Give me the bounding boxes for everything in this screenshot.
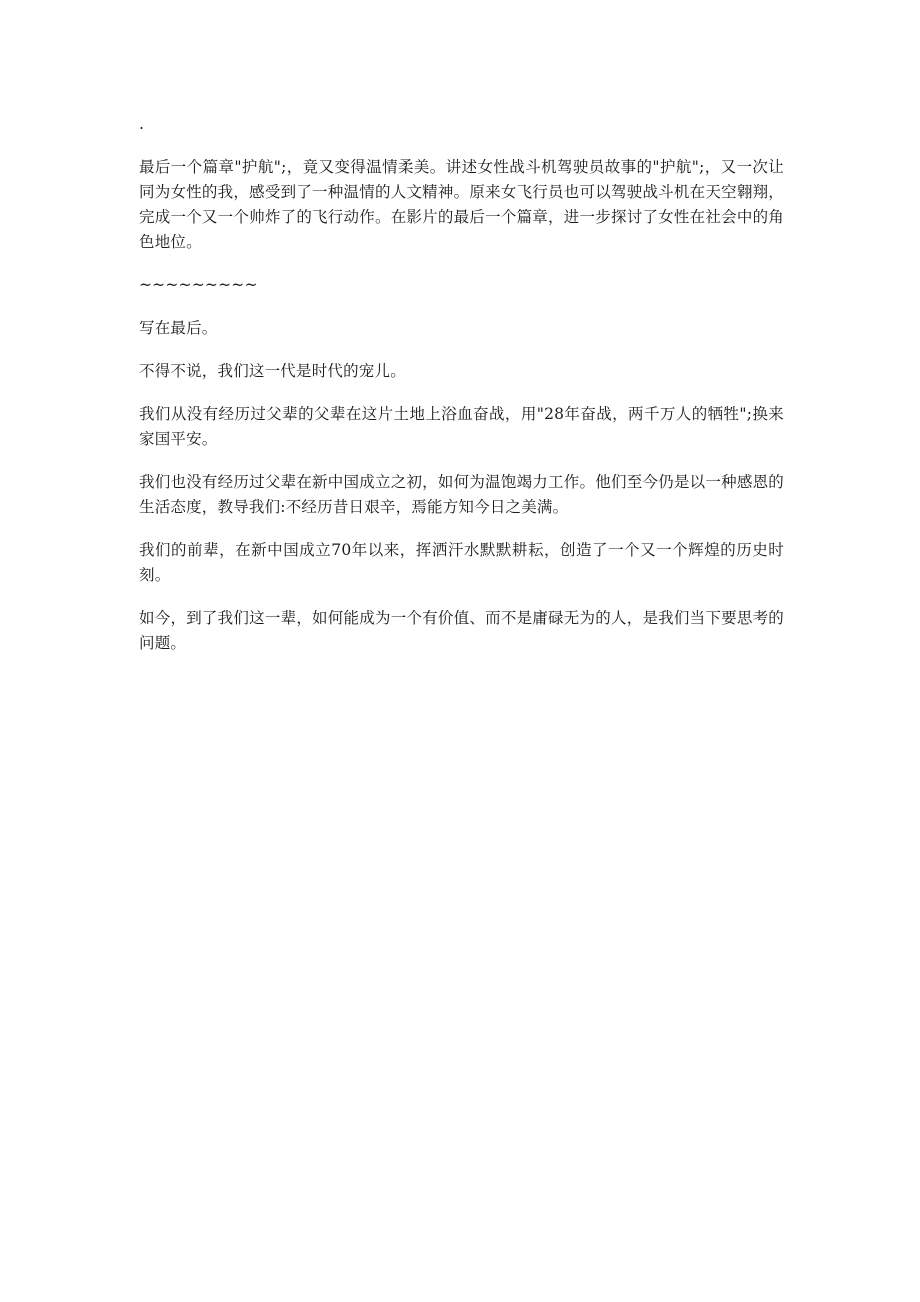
- paragraph-parents: 我们也没有经历过父辈在新中国成立之初，如何为温饱竭力工作。他们至今仍是以一种感恩的生活态度，教导我们:不经历昔日艰辛，焉能方知今日之美满。: [139, 473, 784, 516]
- paragraph-separator: ~~~~~~~~~: [139, 276, 258, 294]
- leading-mark: .: [139, 115, 145, 133]
- paragraph-generation: 不得不说，我们这一代是时代的宠儿。: [139, 362, 406, 380]
- document-body: [139, 112, 784, 674]
- paragraph-our-generation: 如今，到了我们这一辈，如何能成为一个有价值、而不是庸碌无为的人，是我们当下要思考的问题。: [139, 609, 784, 652]
- paragraph-escort-chapter: 最后一个篇章"护航";，竟又变得温情柔美。讲述女性战斗机驾驶员故事的"护航";，又一次让同为女性的我，感受到了一种温情的人文精神。原来女飞行员也可以驾驶战斗机在天空翱翔，完成一个又一个帅炸了的飞行动作。在影片的最后一个篇章，进一步探讨了女性在社会中的角色地位。: [139, 158, 784, 251]
- paragraph-predecessors: 我们的前辈，在新中国成立70年以来，挥洒汗水默默耕耘，创造了一个又一个辉煌的历史时刻。: [139, 541, 784, 584]
- paragraph-ancestors: 我们从没有经历过父辈的父辈在这片土地上浴血奋战，用"28年奋战，两千万人的牺牲";换来家国平安。: [139, 405, 784, 448]
- paragraph-closing-heading: 写在最后。: [139, 319, 218, 337]
